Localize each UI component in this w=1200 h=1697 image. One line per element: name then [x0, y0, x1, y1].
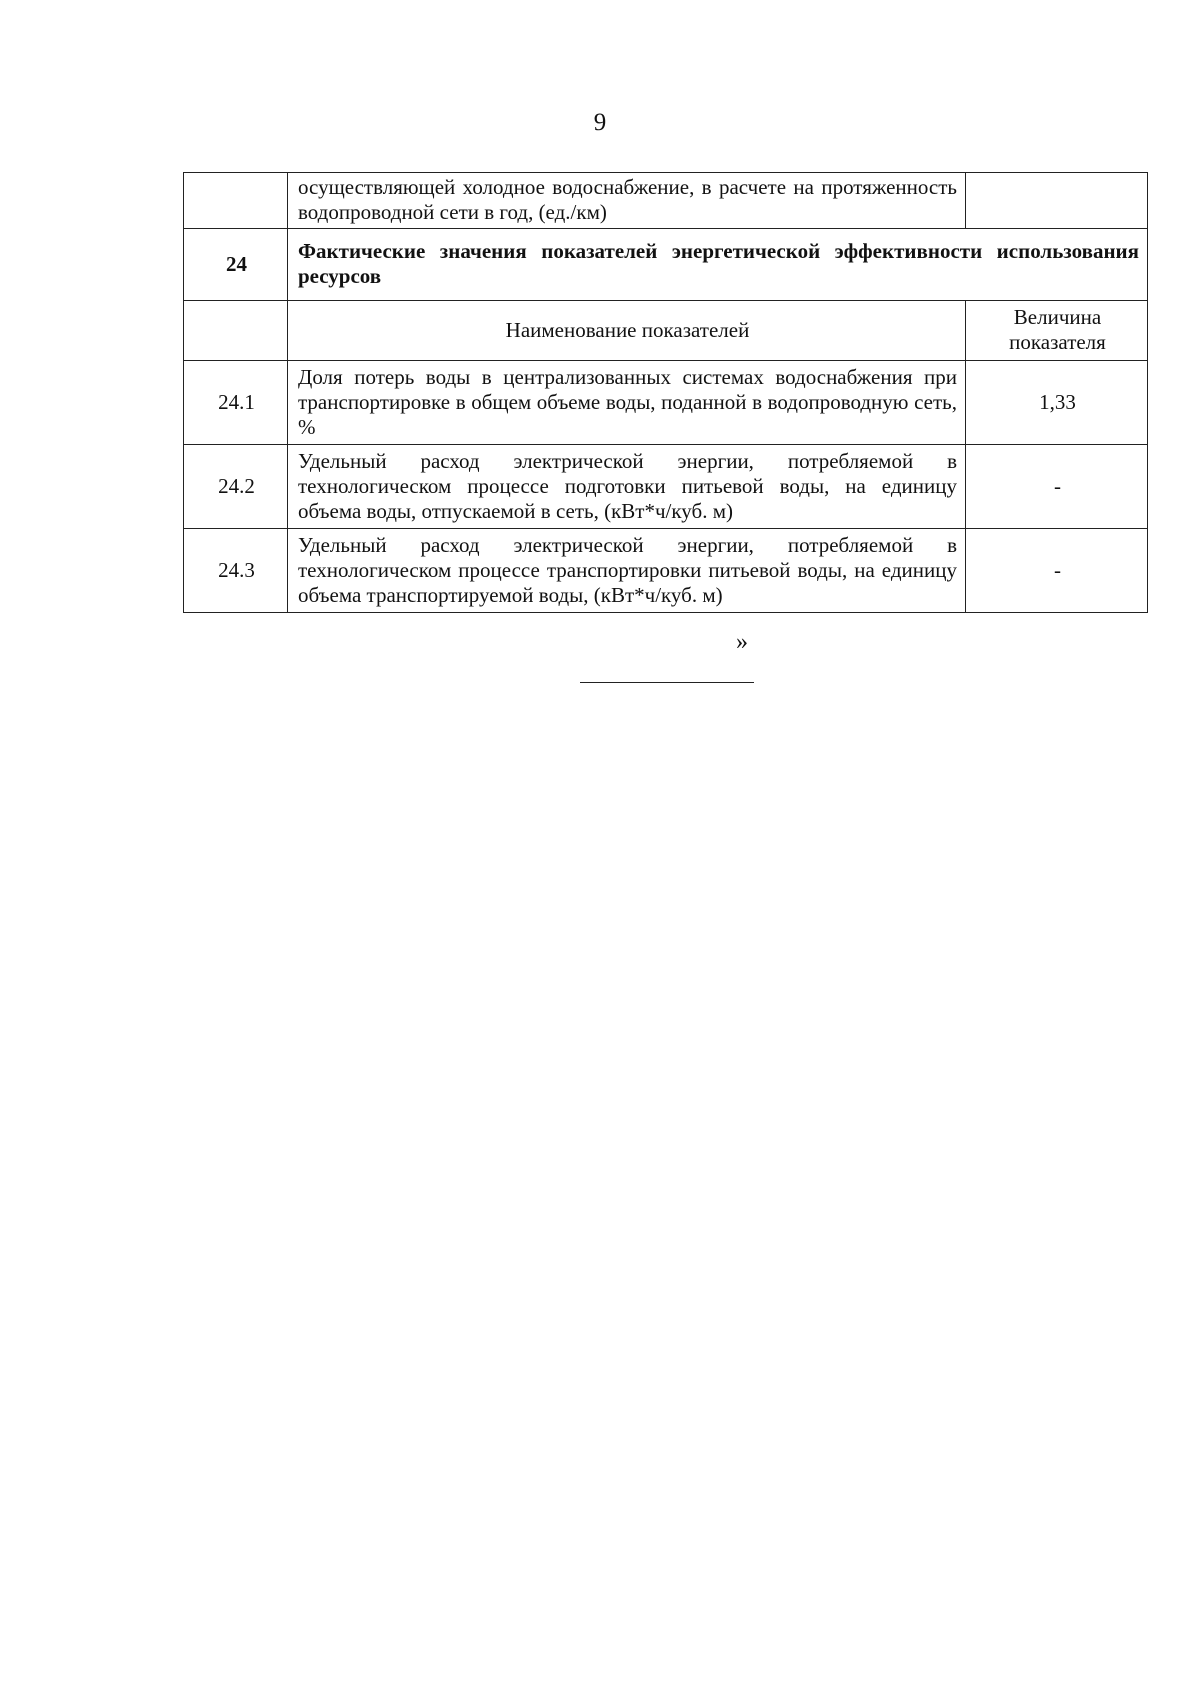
indicator-value: -: [966, 529, 1148, 613]
indicator-name: осуществляющей холодное водоснабжение, в расчете на протяженность водопроводной сети в год, (ед./км): [288, 173, 966, 229]
section-title: Фактические значения показателей энергетической эффективности использования ресурсов: [288, 229, 1148, 301]
indicators-table: [183, 172, 1148, 613]
section-number: 24: [184, 229, 288, 301]
header-number-cell: [184, 301, 288, 361]
indicator-name: Доля потерь воды в централизованных системах водоснабжения при транспортировке в общем объеме воды, поданной в водопроводную сеть, %: [288, 361, 966, 445]
table-row: [184, 173, 1148, 229]
indicator-name: Удельный расход электрической энергии, потребляемой в технологическом процессе подготовки питьевой воды, на единицу объема воды, отпускаемой в сеть, (кВт*ч/куб. м): [288, 445, 966, 529]
section-header-row: [184, 229, 1148, 301]
table-row: [184, 445, 1148, 529]
indicator-value: 1,33: [966, 361, 1148, 445]
row-number: [184, 173, 288, 229]
header-indicator-value: Величина показателя: [966, 301, 1148, 361]
end-divider: [580, 682, 754, 683]
row-number: 24.1: [184, 361, 288, 445]
indicator-value: [966, 173, 1148, 229]
page-number: 9: [593, 109, 607, 136]
row-number: 24.2: [184, 445, 288, 529]
header-indicator-name: Наименование показателей: [288, 301, 966, 361]
row-number: 24.3: [184, 529, 288, 613]
indicator-value: -: [966, 445, 1148, 529]
closing-quote: »: [736, 629, 748, 655]
table-row: [184, 529, 1148, 613]
table-row: [184, 361, 1148, 445]
column-header-row: [184, 301, 1148, 361]
indicator-name: Удельный расход электрической энергии, потребляемой в технологическом процессе транспортировки питьевой воды, на единицу объема транспортируемой воды, (кВт*ч/куб. м): [288, 529, 966, 613]
